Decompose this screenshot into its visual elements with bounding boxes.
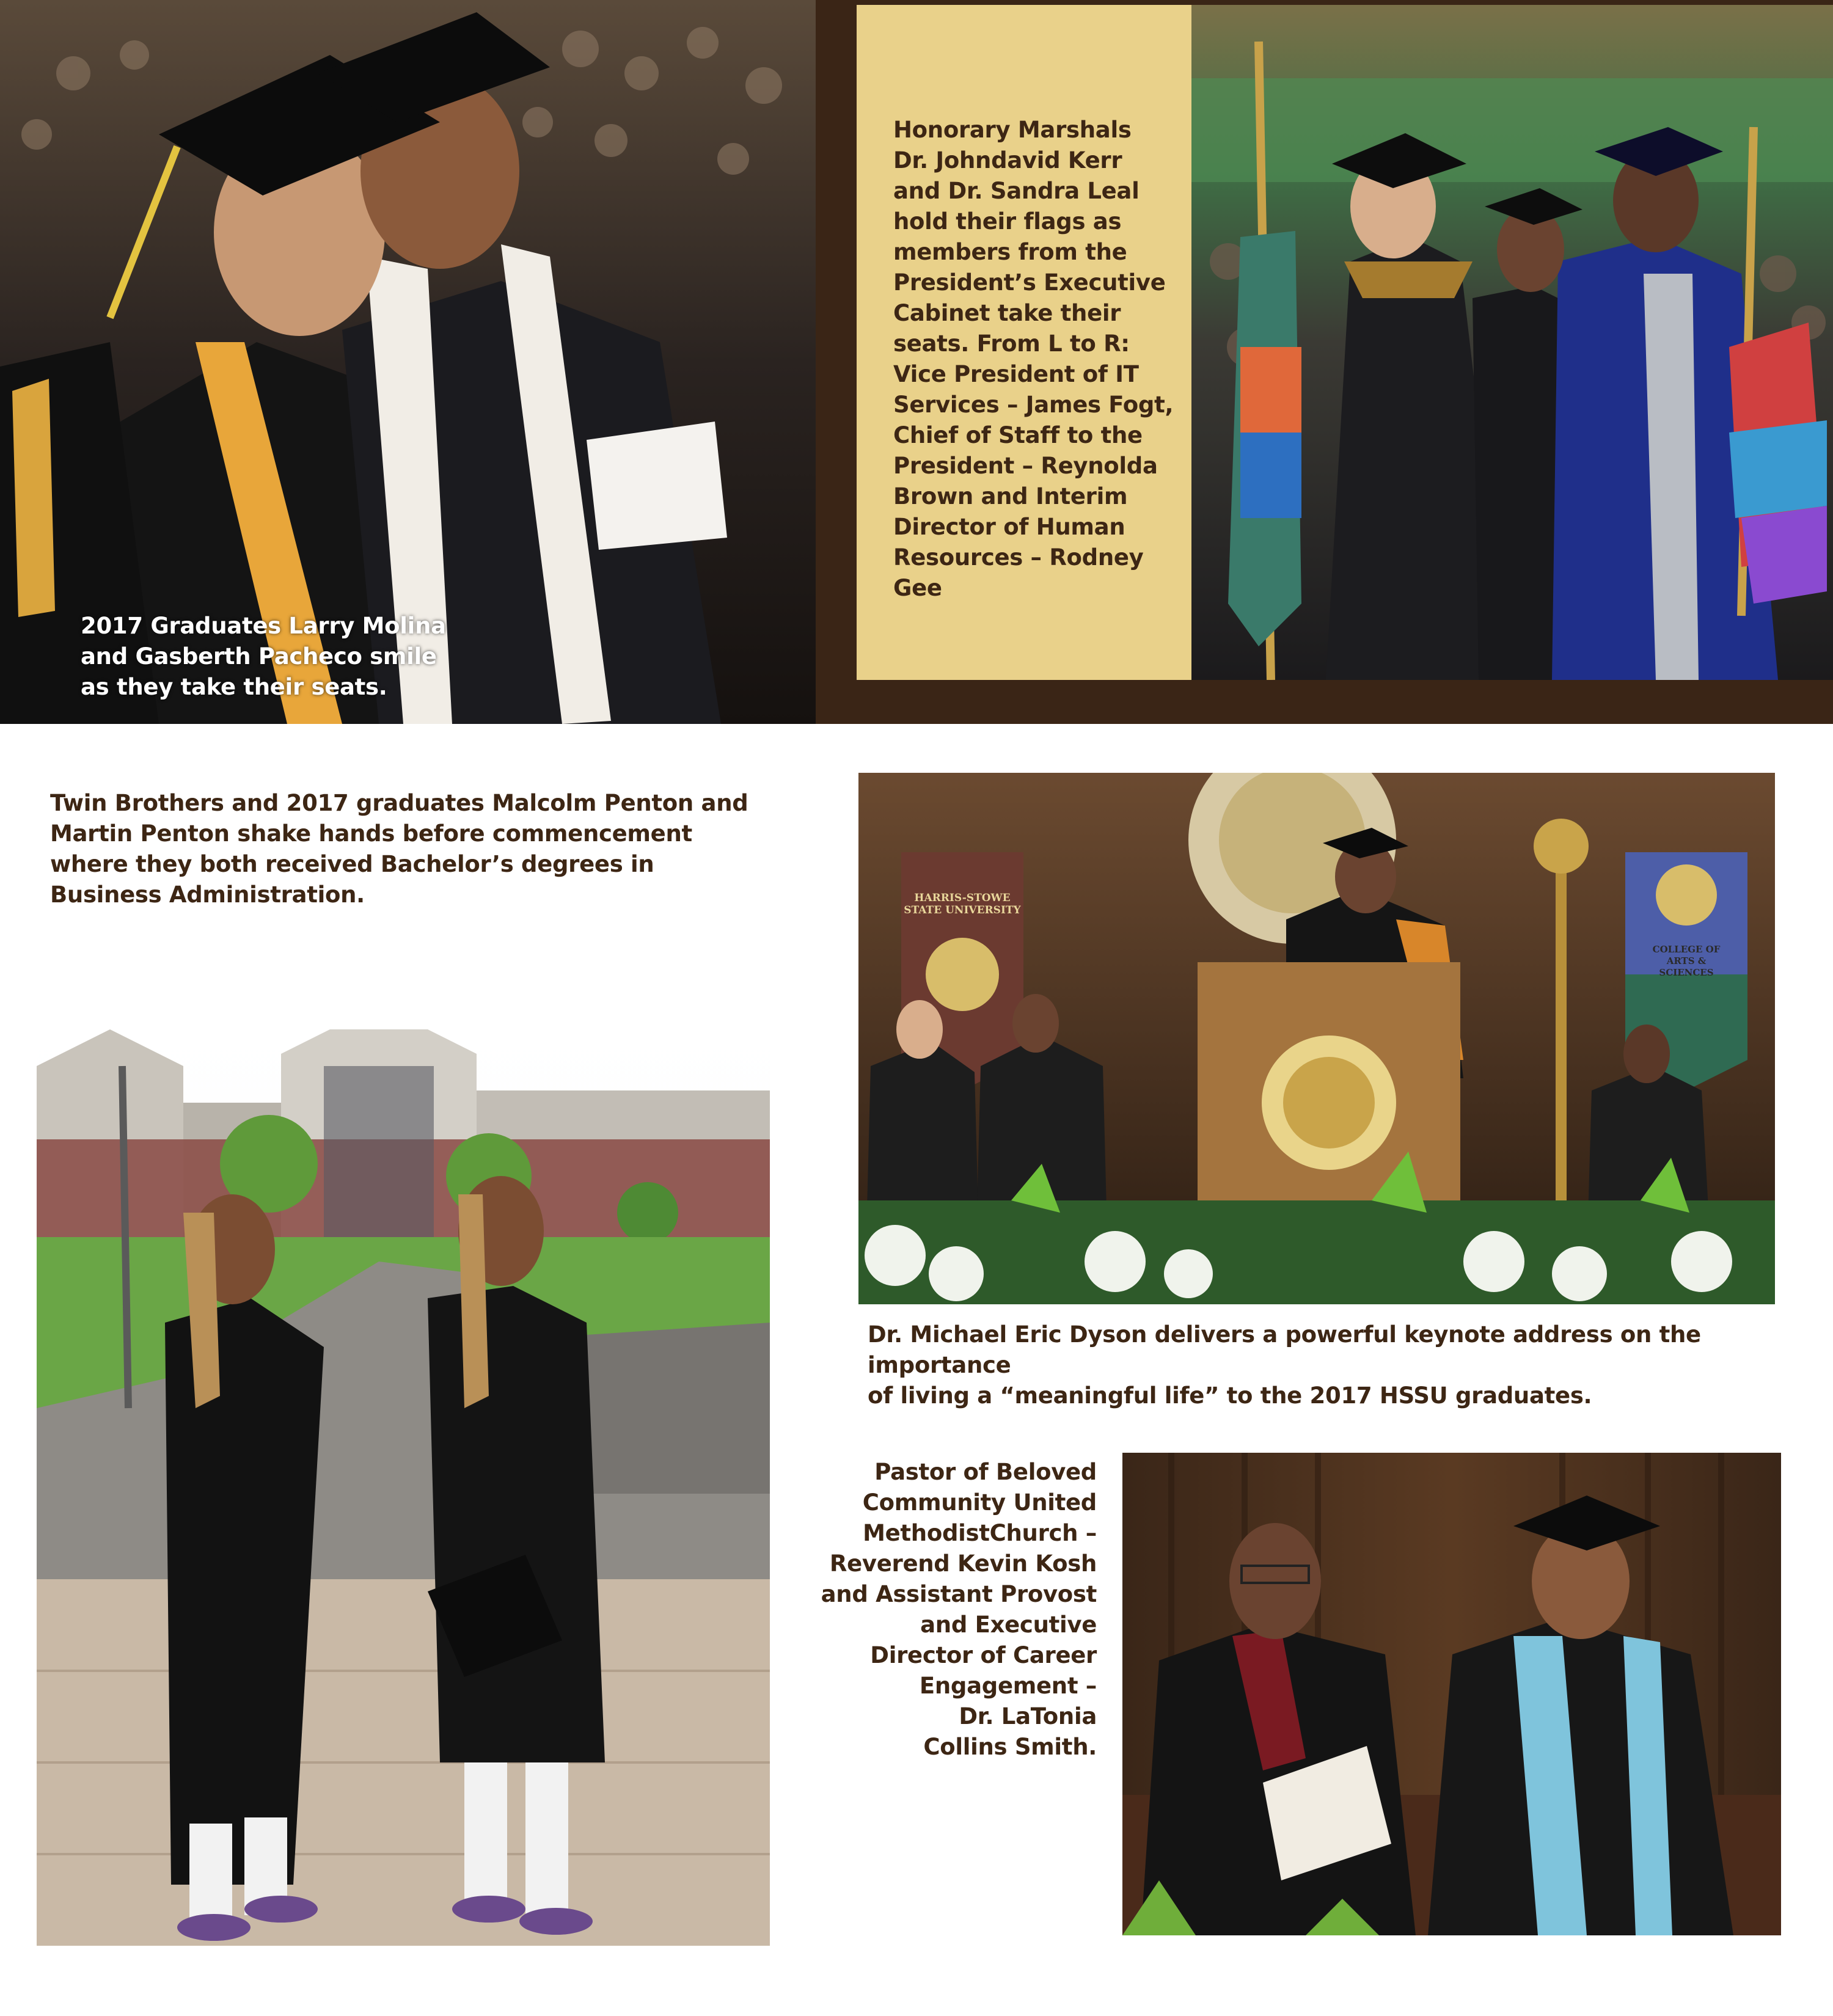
banner-label-harris-stowe: HARRIS-STOWE STATE UNIVERSITY: [904, 892, 1021, 916]
caption-dyson-keynote: Dr. Michael Eric Dyson delivers a powerful keynote address on the importance of living a “meaningful life” to the 2017 HSSU graduates.: [868, 1321, 1701, 1409]
caption-graduates-molina-pacheco: 2017 Graduates Larry Molina and Gasberth Pacheco smile as they take their seats.: [81, 613, 446, 700]
caption-honorary-marshals: Honorary Marshals Dr. Johndavid Kerr and Dr. Sandra Leal hold their flags as members from the President’s Executive Cabinet take their seats. From L to R: Vice President of IT Services – James Fogt, Chief of Staff to the President – Reynolda Brown and Interim Director of Human Resources – Rodney Gee: [893, 117, 1174, 601]
caption-pastor-provost: Pastor of Beloved Community United MethodistChurch – Reverend Kevin Kosh and Assistant Provost and Executive Director of Career Engagement – Dr. LaTonia Collins Smith.: [821, 1459, 1097, 1760]
banner-label-college-arts-sciences: COLLEGE OF ARTS & SCIENCES: [1652, 944, 1721, 978]
caption-twin-brothers: Twin Brothers and 2017 graduates Malcolm Penton and Martin Penton shake hands before commencement where they both received Bachelor’s degrees in Business Administration.: [50, 790, 748, 908]
photo-pastor-provost: [1122, 1453, 1781, 1935]
photo-honorary-marshals: [1191, 5, 1833, 680]
photo-twin-brothers: [37, 1029, 770, 1946]
photo-dyson-keynote: [858, 773, 1775, 1304]
